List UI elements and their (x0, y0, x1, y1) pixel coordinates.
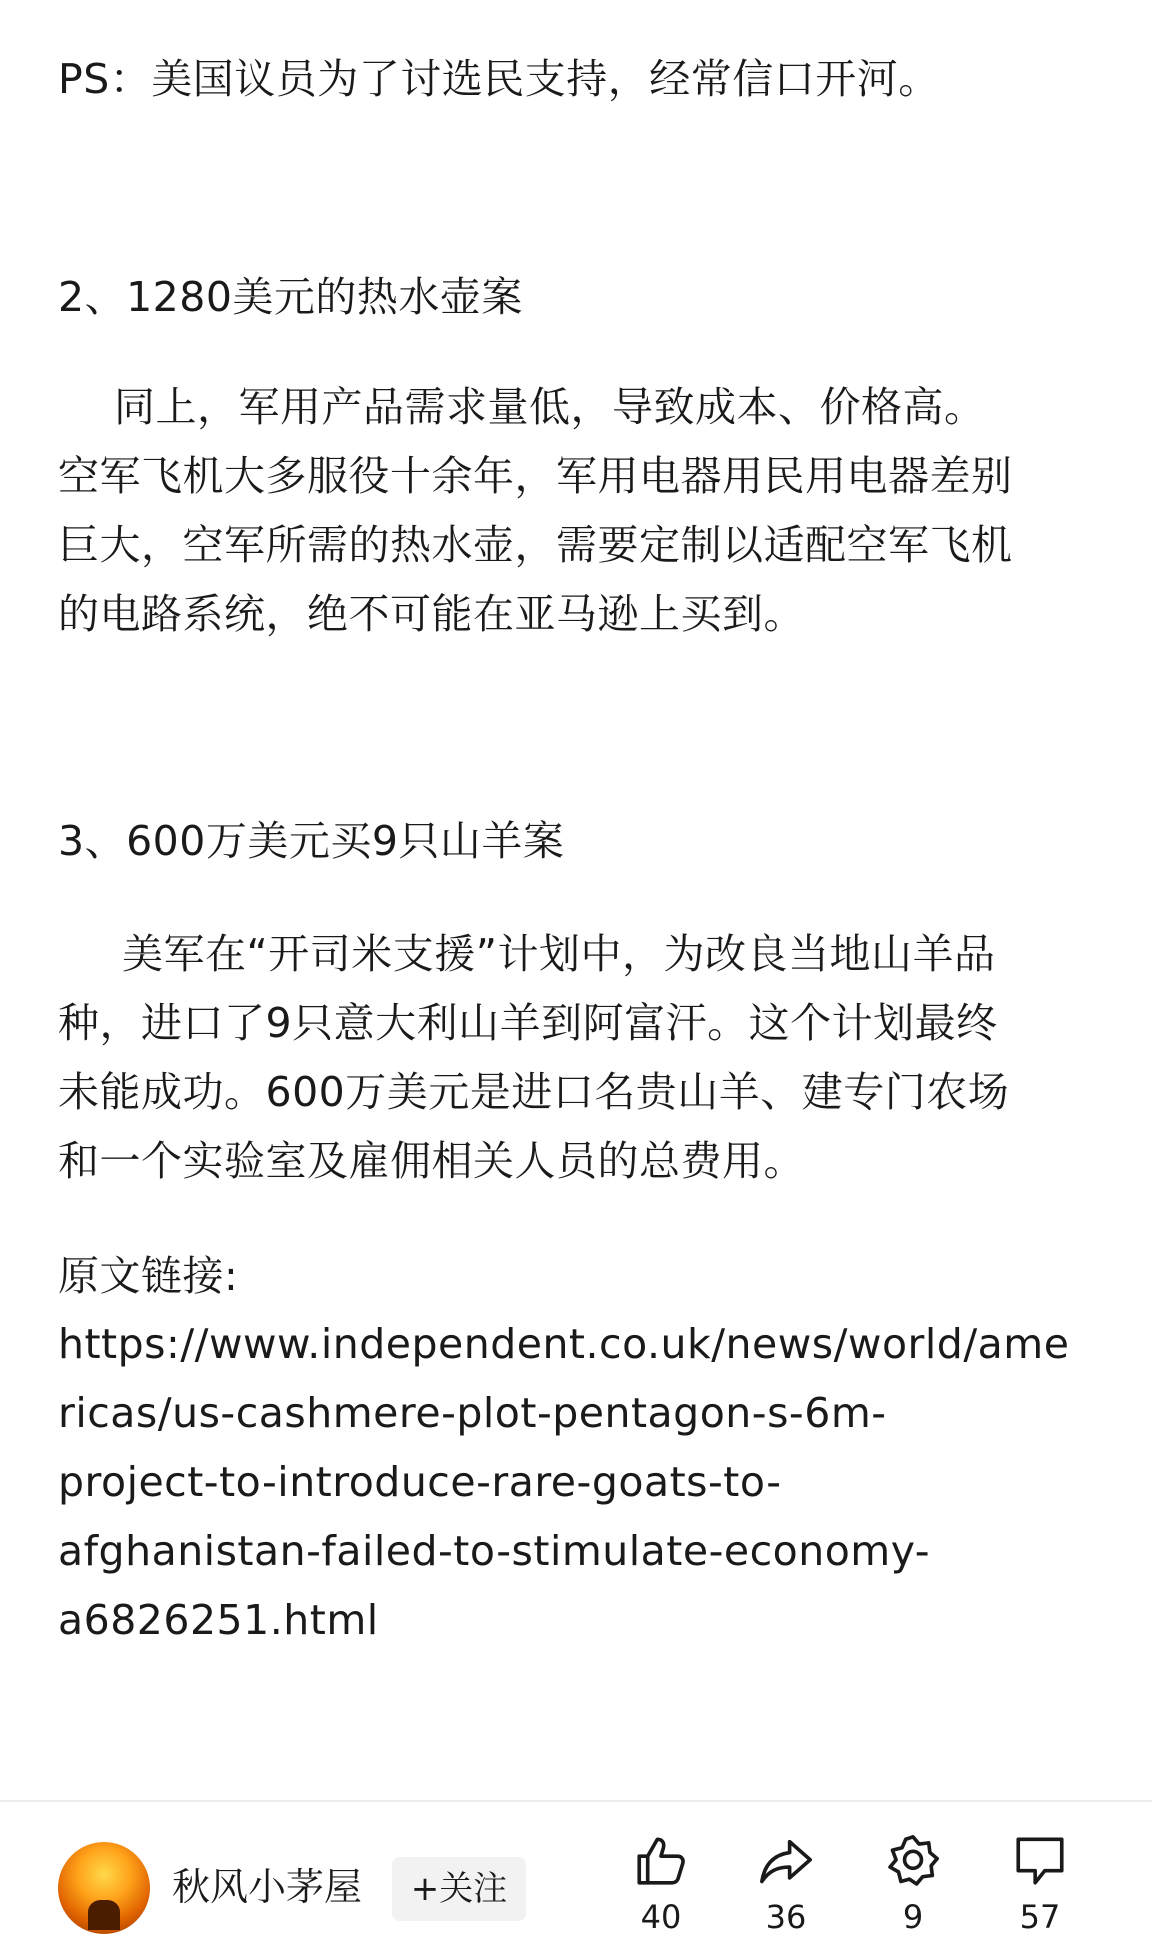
section-3-line: 未能成功。600万美元是进口名贵山羊、建专门农场 (58, 1068, 1010, 1116)
share-button[interactable] (736, 1832, 836, 1941)
section-3-line: 种，进口了9只意大利山羊到阿富汗。这个计划最终 (58, 999, 998, 1047)
section-2-line: 空军飞机大多服役十余年，军用电器用民用电器差别 (58, 452, 1013, 500)
share-arrow-icon (757, 1832, 815, 1890)
source-url-line[interactable]: a6826251.html (58, 1596, 379, 1644)
section-2-title: 2、1280美元的热水壶案 (58, 273, 523, 321)
like-count: 40 (640, 1898, 682, 1936)
author-name[interactable]: 秋风小茅屋 (172, 1865, 363, 1909)
section-3-line: 和一个实验室及雇佣相关人员的总费用。 (58, 1137, 805, 1185)
source-url-line[interactable]: project-to-introduce-rare-goats-to- (58, 1458, 782, 1506)
section-2-line: 同上，军用产品需求量低，导致成本、价格高。 (114, 383, 986, 431)
section-2-line: 巨大，空军所需的热水壶，需要定制以适配空军飞机 (58, 521, 1013, 569)
source-url-line[interactable]: https://www.independent.co.uk/news/world/ame (58, 1320, 1070, 1368)
award-count: 9 (902, 1898, 924, 1936)
source-url-line[interactable]: afghanistan-failed-to-stimulate-economy- (58, 1527, 931, 1575)
section-3-paragraph (58, 920, 1009, 1196)
comment-count: 57 (1019, 1898, 1061, 1936)
thumbs-up-icon (632, 1832, 690, 1890)
like-button[interactable] (611, 1832, 711, 1941)
comment-button[interactable] (990, 1832, 1090, 1941)
share-count: 36 (765, 1898, 807, 1936)
follow-button[interactable]: +关注 (392, 1857, 526, 1921)
footer-bar (0, 1802, 1152, 1941)
author-avatar[interactable] (58, 1842, 150, 1934)
source-label: 原文链接: (58, 1252, 239, 1300)
award-badge-icon (884, 1832, 942, 1890)
section-3-title: 3、600万美元买9只山羊案 (58, 817, 565, 865)
source-url-line[interactable]: ricas/us-cashmere-plot-pentagon-s-6m- (58, 1389, 887, 1437)
section-2-line: 的电路系统，绝不可能在亚马逊上买到。 (58, 590, 805, 638)
section-3-line: 美军在“开司米支援”计划中，为改良当地山羊品 (122, 930, 996, 978)
source-link[interactable] (58, 1310, 1069, 1655)
award-button[interactable] (863, 1832, 963, 1941)
section-2-paragraph (58, 373, 1013, 649)
comment-bubble-icon (1011, 1832, 1069, 1890)
ps-paragraph: PS：美国议员为了讨选民支持，经常信口开河。 (58, 55, 940, 103)
